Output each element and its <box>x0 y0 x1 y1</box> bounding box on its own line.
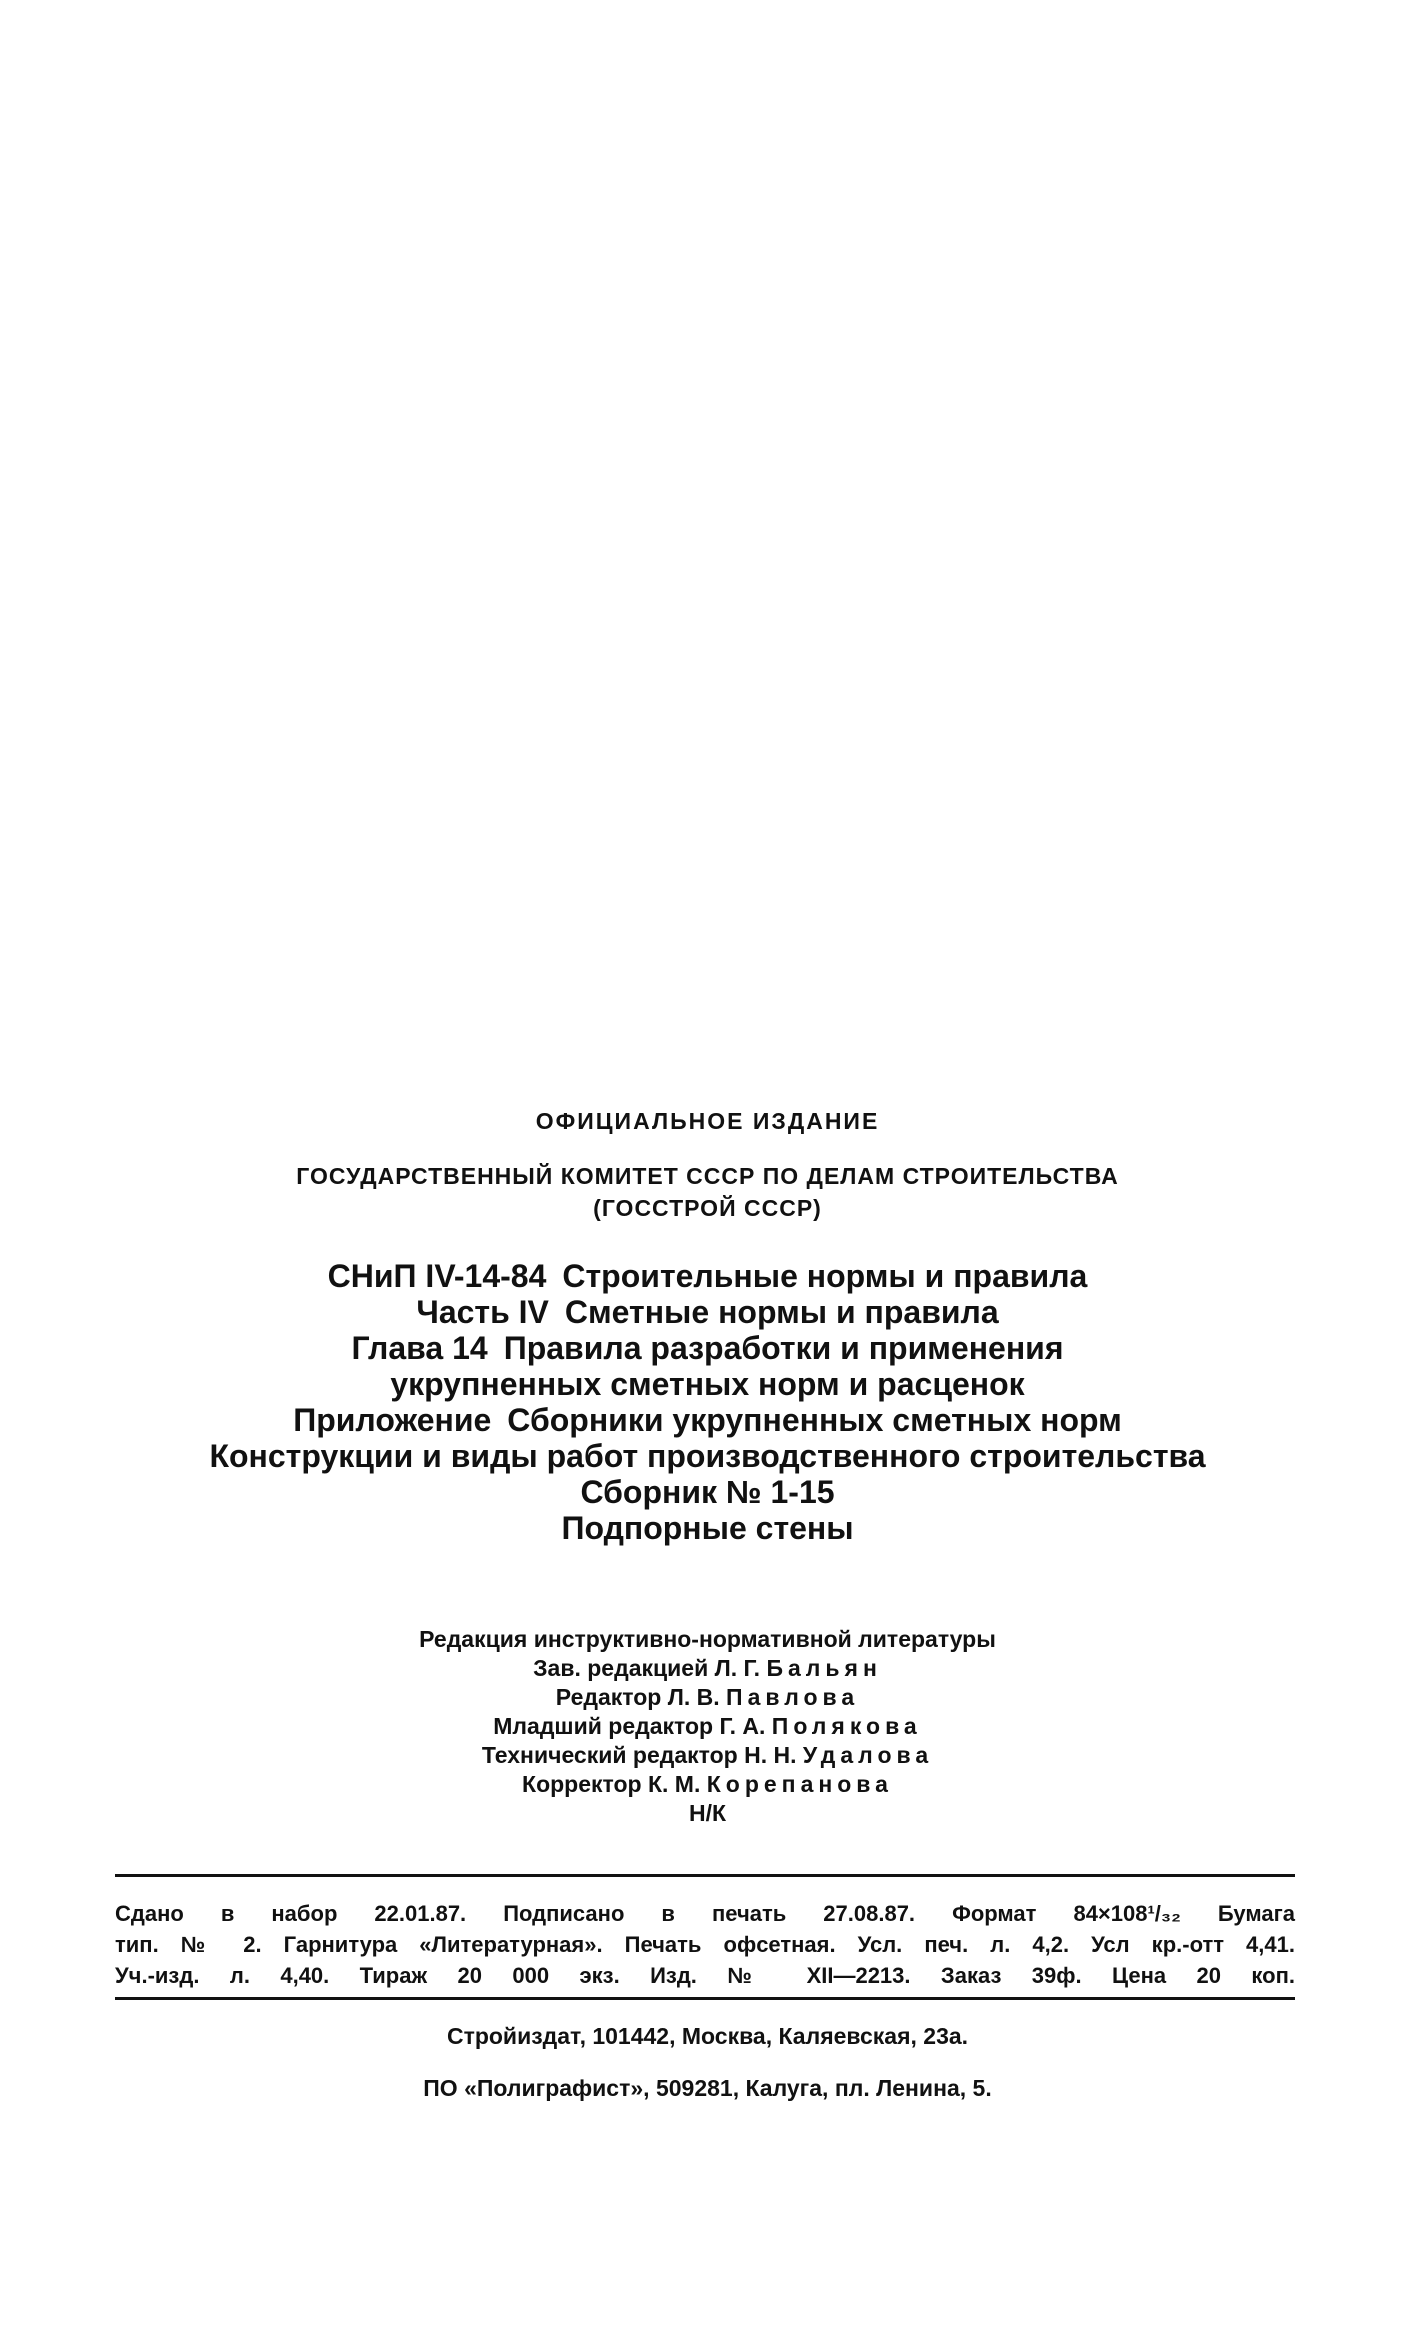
junior-editor-role: Младший редактор Г. А. <box>493 1713 766 1739</box>
document-title-block <box>0 1258 1415 1546</box>
editorial-office: Редакция инструктивно-нормативной литературы <box>419 1626 996 1652</box>
title-snip-line <box>0 1258 1415 1294</box>
title-subject: Подпорные стены <box>561 1510 854 1546</box>
snip-code: СНиП IV-14-84 <box>327 1258 547 1294</box>
title-part-line <box>0 1294 1415 1330</box>
title-chapter-line <box>0 1330 1415 1366</box>
imprint-top-rule <box>115 1874 1295 1877</box>
imprint-block <box>115 1898 1295 1991</box>
part-description: Сметные нормы и правила <box>564 1294 999 1330</box>
committee-heading <box>0 1160 1415 1224</box>
head-editor-role: Зав. редакцией Л. Г. <box>533 1655 761 1681</box>
part-label: Часть IV <box>416 1294 549 1330</box>
title-collection-number: Сборник № 1-15 <box>580 1474 835 1510</box>
appendix-label: Приложение <box>293 1402 492 1438</box>
staff-code: Н/К <box>688 1800 727 1826</box>
official-edition-label: ОФИЦИАЛЬНОЕ ИЗДАНИЕ <box>535 1108 880 1134</box>
title-chapter-line-2: укрупненных сметных норм и расценок <box>390 1366 1025 1402</box>
staff-technical-editor <box>0 1741 1415 1770</box>
imprint-bottom-rule <box>115 1997 1295 2000</box>
imprint-line-3: Уч.-изд. л. 4,40. Тираж 20 000 экз. Изд. № XII—2213. Заказ 39ф. Цена 20 коп. <box>115 1963 1295 1988</box>
staff-corrector <box>0 1770 1415 1799</box>
staff-head-editor <box>0 1654 1415 1683</box>
editor-role: Редактор Л. В. <box>555 1684 720 1710</box>
head-editor-name: Бальян <box>766 1655 882 1681</box>
imprint-line-2: тип. № 2. Гарнитура «Литературная». Печать офсетная. Усл. печ. л. 4,2. Усл кр.-отт 4,41. <box>115 1932 1295 1957</box>
committee-abbreviation: (ГОССТРОЙ СССР) <box>593 1195 822 1221</box>
junior-editor-name: Полякова <box>771 1713 922 1739</box>
technical-editor-role: Технический редактор Н. Н. <box>481 1742 797 1768</box>
corrector-role: Корректор К. М. <box>522 1771 701 1797</box>
editorial-staff <box>0 1625 1415 1828</box>
corrector-name: Корепанова <box>706 1771 893 1797</box>
imprint-line-1: Сдано в набор 22.01.87. Подписано в печать 27.08.87. Формат 84×108¹/₃₂ Бумага <box>115 1901 1295 1926</box>
title-constructions-line: Конструкции и виды работ производственного строительства <box>209 1438 1206 1474</box>
committee-name: ГОСУДАРСТВЕННЫЙ КОМИТЕТ СССР ПО ДЕЛАМ СТРОИТЕЛЬСТВА <box>296 1163 1119 1189</box>
snip-description: Строительные нормы и правила <box>562 1258 1088 1294</box>
chapter-description: Правила разработки и применения <box>503 1330 1064 1366</box>
publisher-address: Стройиздат, 101442, Москва, Каляевская, 23а. <box>446 2023 969 2049</box>
chapter-label: Глава 14 <box>351 1330 488 1366</box>
technical-editor-name: Удалова <box>802 1742 934 1768</box>
title-appendix-line <box>0 1402 1415 1438</box>
staff-editor <box>0 1683 1415 1712</box>
printer-address: ПО «Полиграфист», 509281, Калуга, пл. Ленина, 5. <box>423 2075 992 2101</box>
appendix-description: Сборники укрупненных сметных норм <box>507 1402 1122 1438</box>
staff-junior-editor <box>0 1712 1415 1741</box>
editor-name: Павлова <box>726 1684 860 1710</box>
